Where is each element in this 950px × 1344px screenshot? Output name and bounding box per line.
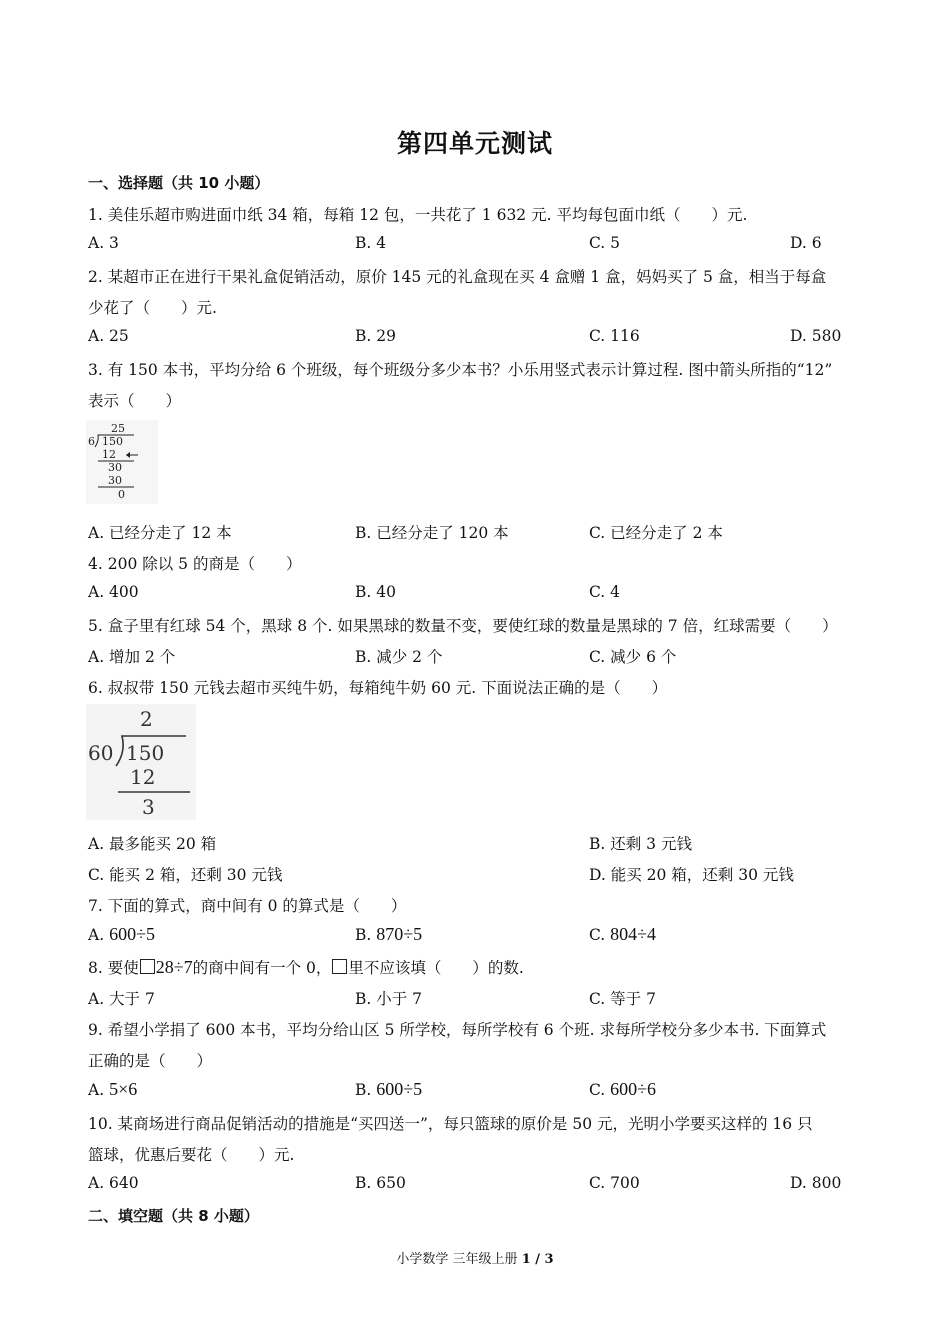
question-6-option-c[interactable]: C. 能买 2 箱，还剩 30 元钱 [88, 866, 283, 884]
option-label: C. [589, 1081, 606, 1099]
question-5-text: 5. 盒子里有红球 54 个，黑球 8 个. 如果黑球的数量不变，要使红球的数量是黑球的 7 倍，红球需要（ ） [88, 617, 838, 635]
q3-step-4: 0 [118, 488, 125, 501]
question-1-text: 1. 美佳乐超市购进面巾纸 34 箱，每箱 12 包，一共花了 1 632 元. 平均每包面巾纸（ ）元. [88, 206, 748, 224]
question-6-option-b[interactable]: B. 还剩 3 元钱 [589, 835, 692, 853]
option-label: A. [88, 926, 105, 944]
q6-dividend: 150 [126, 741, 165, 765]
question-7-option-b[interactable] [355, 924, 422, 945]
question-2-option-d[interactable]: D. 580 [790, 327, 842, 345]
question-9-text-line1: 9. 希望小学捐了 600 本书，平均分给山区 5 所学校，每所学校有 6 个班. 求每所学校分多少本书. 下面算式 [88, 1021, 827, 1039]
question-8-text [88, 956, 524, 978]
option-expression: 600÷5 [109, 924, 155, 944]
question-9-option-c[interactable] [589, 1079, 656, 1100]
section-heading-fill-in: 二、填空题（共 8 小题） [88, 1207, 259, 1225]
question-7-text: 7. 下面的算式，商中间有 0 的算式是（ ） [88, 897, 407, 915]
option-expression: 5×6 [109, 1079, 138, 1099]
question-7-option-a[interactable] [88, 924, 155, 945]
question-8-option-b[interactable]: B. 小于 7 [355, 990, 423, 1008]
option-label: B. [355, 1081, 372, 1099]
q3-step-2: 30 [108, 461, 122, 474]
question-9-option-b[interactable] [355, 1079, 422, 1100]
page-footer [0, 1248, 950, 1267]
question-4-text: 4. 200 除以 5 的商是（ ） [88, 555, 302, 573]
q8-expression: 28÷7 [155, 957, 193, 977]
question-1-option-a[interactable]: A. 3 [88, 234, 119, 252]
q8-text-pre: 8. 要使 [88, 959, 139, 977]
q3-quotient: 25 [111, 422, 125, 435]
blank-box-icon [140, 959, 155, 974]
option-expression: 600÷6 [610, 1079, 657, 1099]
q6-remainder: 3 [142, 795, 155, 819]
question-3-option-a[interactable]: A. 已经分走了 12 本 [88, 524, 232, 542]
long-division-figure-q3 [86, 420, 158, 504]
option-label: A. [88, 1081, 105, 1099]
q3-divisor: 6 [88, 435, 95, 448]
question-4-option-c[interactable]: C. 4 [589, 583, 621, 601]
question-10-text-line2: 篮球，优惠后要花（ ）元. [88, 1146, 295, 1164]
option-label: B. [355, 926, 372, 944]
question-2-text-line1: 2. 某超市正在进行干果礼盒促销活动，原价 145 元的礼盒现在买 4 盒赠 1 盒，妈妈买了 5 盒，相当于每盒 [88, 268, 827, 286]
blank-box-icon [332, 959, 347, 974]
question-5-option-b[interactable]: B. 减少 2 个 [355, 648, 443, 666]
question-3-option-c[interactable]: C. 已经分走了 2 本 [589, 524, 723, 542]
question-6-option-a[interactable]: A. 最多能买 20 箱 [88, 835, 217, 853]
page-title: 第四单元测试 [396, 129, 553, 158]
question-8-option-c[interactable]: C. 等于 7 [589, 990, 656, 1008]
footer-course: 小学数学 三年级上册 [396, 1252, 518, 1267]
question-10-option-b[interactable]: B. 650 [355, 1174, 406, 1192]
question-2-text-line2: 少花了（ ）元. [88, 299, 217, 317]
option-expression: 600÷5 [376, 1079, 423, 1099]
footer-page-number: 1 / 3 [521, 1252, 554, 1267]
q8-text-mid: 的商中间有一个 0， [192, 959, 332, 977]
long-division-figure-q6 [86, 704, 196, 820]
question-6-text: 6. 叔叔带 150 元钱去超市买纯牛奶，每箱纯牛奶 60 元. 下面说法正确的是（ ） [88, 679, 668, 697]
question-6-option-d[interactable]: D. 能买 20 箱，还剩 30 元钱 [589, 866, 794, 884]
question-9-text-line2: 正确的是（ ） [88, 1052, 213, 1070]
question-1-option-b[interactable]: B. 4 [355, 234, 387, 252]
option-label: C. [589, 926, 606, 944]
question-1-option-c[interactable]: C. 5 [589, 234, 621, 252]
question-1-option-d[interactable]: D. 6 [790, 234, 822, 252]
section-heading-choice: 一、选择题（共 10 小题） [88, 174, 270, 192]
question-10-text-line1: 10. 某商场进行商品促销活动的措施是“买四送一”，每只篮球的原价是 50 元，光明小学要买这样的 16 只 [88, 1115, 813, 1133]
question-3-option-b[interactable]: B. 已经分走了 120 本 [355, 524, 509, 542]
q3-step-3: 30 [108, 474, 122, 487]
question-2-option-c[interactable]: C. 116 [589, 327, 640, 345]
q3-dividend: 150 [102, 435, 123, 448]
question-10-option-c[interactable]: C. 700 [589, 1174, 640, 1192]
question-5-option-c[interactable]: C. 减少 6 个 [589, 648, 677, 666]
question-10-option-a[interactable]: A. 640 [88, 1174, 139, 1192]
question-2-option-b[interactable]: B. 29 [355, 327, 396, 345]
q6-divisor: 60 [88, 741, 114, 765]
question-5-option-a[interactable]: A. 增加 2 个 [88, 648, 176, 666]
q3-step-1: 12 [102, 448, 116, 461]
question-3-text-line2: 表示（ ） [88, 392, 182, 410]
question-4-option-a[interactable]: A. 400 [88, 583, 139, 601]
q8-text-post: 里不应该填（ ）的数. [348, 959, 524, 977]
q6-product: 12 [130, 765, 156, 789]
question-8-option-a[interactable]: A. 大于 7 [88, 990, 155, 1008]
question-3-text-line1: 3. 有 150 本书，平均分给 6 个班级，每个班级分多少本书？小乐用竖式表示计算过程. 图中箭头所指的“12” [88, 361, 833, 379]
question-10-option-d[interactable]: D. 800 [790, 1174, 842, 1192]
q6-quotient: 2 [140, 707, 153, 731]
question-4-option-b[interactable]: B. 40 [355, 583, 396, 601]
question-2-option-a[interactable]: A. 25 [88, 327, 129, 345]
question-7-option-c[interactable] [589, 924, 656, 945]
option-expression: 804÷4 [610, 924, 657, 944]
option-expression: 870÷5 [376, 924, 423, 944]
question-9-option-a[interactable] [88, 1079, 137, 1100]
